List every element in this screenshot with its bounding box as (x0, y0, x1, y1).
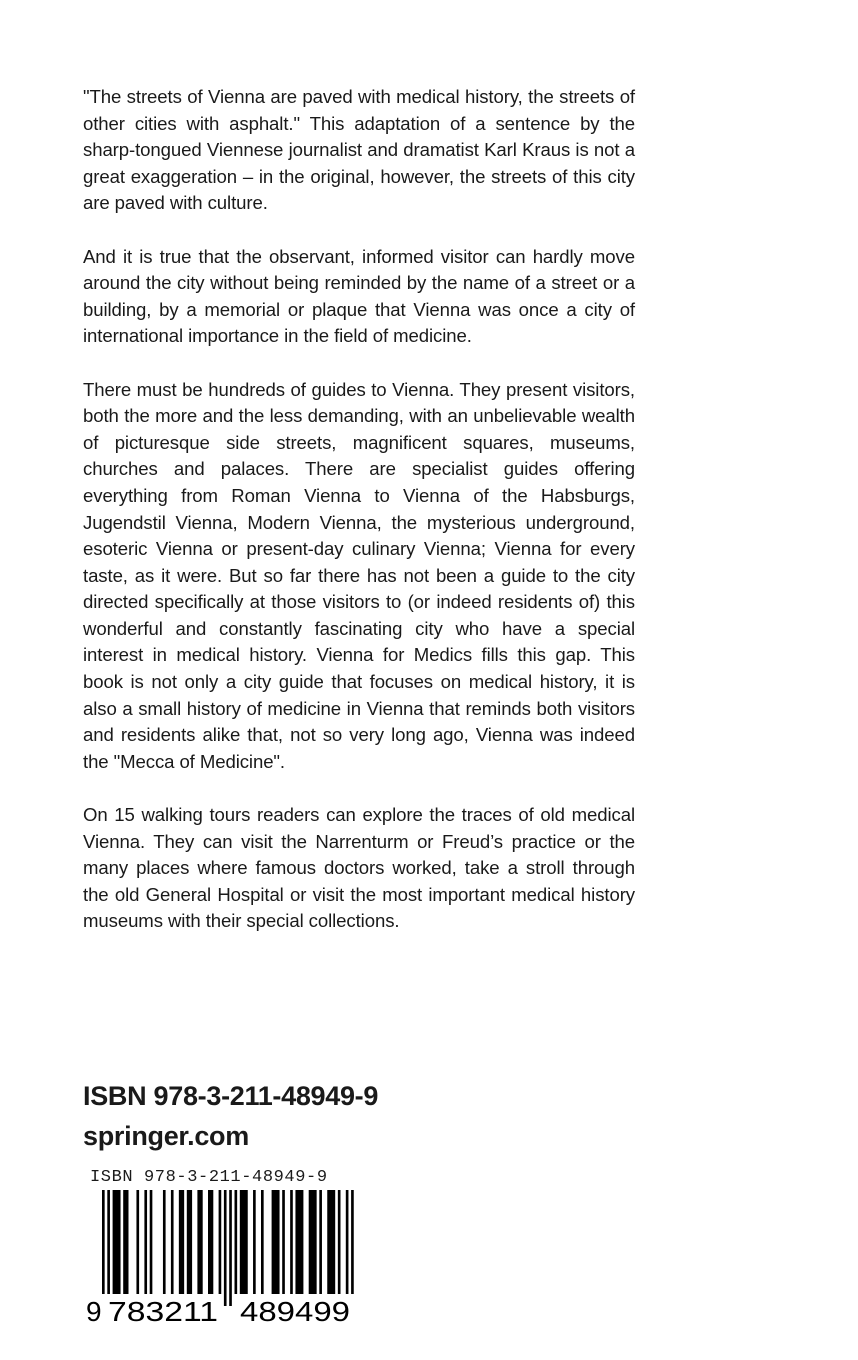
blurb-text (83, 84, 635, 962)
blurb-paragraph-4: On 15 walking tours readers can explore the traces of old medical Vienna. They can visit the Narrenturm or Freud’s practice or the many places where famous doctors worked, take a stroll through the old General Hospital or visit the most important medical history museums with their special collections. (83, 804, 635, 932)
isbn-block (83, 1076, 378, 1156)
barcode-bar (144, 1190, 147, 1294)
barcode-digits (86, 1294, 354, 1328)
barcode-bar (219, 1190, 222, 1294)
barcode-bar (229, 1190, 232, 1306)
barcode-bar (272, 1190, 280, 1294)
barcode-bar (253, 1190, 256, 1294)
barcode-bar (150, 1190, 153, 1294)
barcode-bar (235, 1190, 238, 1294)
barcode-bar (224, 1190, 227, 1306)
barcode-graphic (84, 1190, 374, 1328)
barcode-bar (240, 1190, 248, 1294)
isbn-heading: ISBN 978-3-211-48949-9 (83, 1081, 379, 1111)
blurb-paragraph-2: And it is true that the observant, informed visitor can hardly move around the city without being reminded by the name of a street or a building, by a memorial or plaque that Vienna was once a city of international importance in the field of medicine. (83, 245, 635, 347)
barcode-bar (187, 1190, 192, 1294)
barcode-bar (179, 1190, 184, 1294)
blurb-paragraph-3: There must be hundreds of guides to Vienna. They present visitors, both the more and the less demanding, with an unbelievable wealth of picturesque side streets, magnificent squares, museums, churches and palaces. There are specialist guides offering everything from Roman Vienna to Vienna of the Habsburgs, Jugendstil Vienna, Modern Vienna, the mysterious underground, esoteric Vienna or present-day culinary Vienna; Vienna for every taste, as it were. But so far there has not been a guide to the city directed specifically at those visitors to (or indeed residents of) this wonderful and constantly fascinating city who have a special interest in medical history. Vienna for Medics fills this gap. This book is not only a city guide that focuses on medical history, it is also a small history of medicine in Vienna that reminds both visitors and residents alike that, not so very long ago, Vienna was indeed the "Mecca of Medicine". (83, 378, 635, 772)
barcode-digit-first: 9 (86, 1296, 102, 1327)
barcode-bar (327, 1190, 335, 1294)
barcode-bar (351, 1190, 354, 1306)
barcode-digits-left: 783211 (108, 1296, 218, 1327)
barcode-bar (102, 1190, 105, 1306)
barcode-bar (123, 1190, 128, 1294)
barcode-digits-right: 489499 (240, 1296, 350, 1327)
barcode-bar (136, 1190, 139, 1294)
barcode-bar (338, 1190, 341, 1294)
publisher-website: springer.com (83, 1121, 249, 1151)
barcode-bar (309, 1190, 317, 1294)
barcode-bar (282, 1190, 285, 1294)
blurb-paragraph-1: "The streets of Vienna are paved with medical history, the streets of other cities with asphalt." This adaptation of a sentence by the sharp-tongued Viennese journalist and dramatist Karl Kraus is not a great exaggeration – in the original, however, the streets of this city are paved with culture. (83, 86, 635, 214)
barcode-bar (319, 1190, 322, 1294)
barcode-bar (290, 1190, 293, 1294)
barcode-bar (197, 1190, 202, 1294)
barcode-bar (208, 1190, 213, 1294)
barcode-bars (102, 1190, 354, 1306)
barcode-bar (113, 1190, 121, 1294)
barcode-bar (163, 1190, 166, 1294)
barcode-bar (346, 1190, 349, 1306)
barcode-bar (107, 1190, 110, 1306)
barcode-bar (171, 1190, 174, 1294)
barcode-bar (261, 1190, 264, 1294)
barcode-bar (295, 1190, 303, 1294)
barcode-isbn-label: ISBN 978-3-211-48949-9 (90, 1168, 328, 1187)
barcode (84, 1168, 374, 1328)
